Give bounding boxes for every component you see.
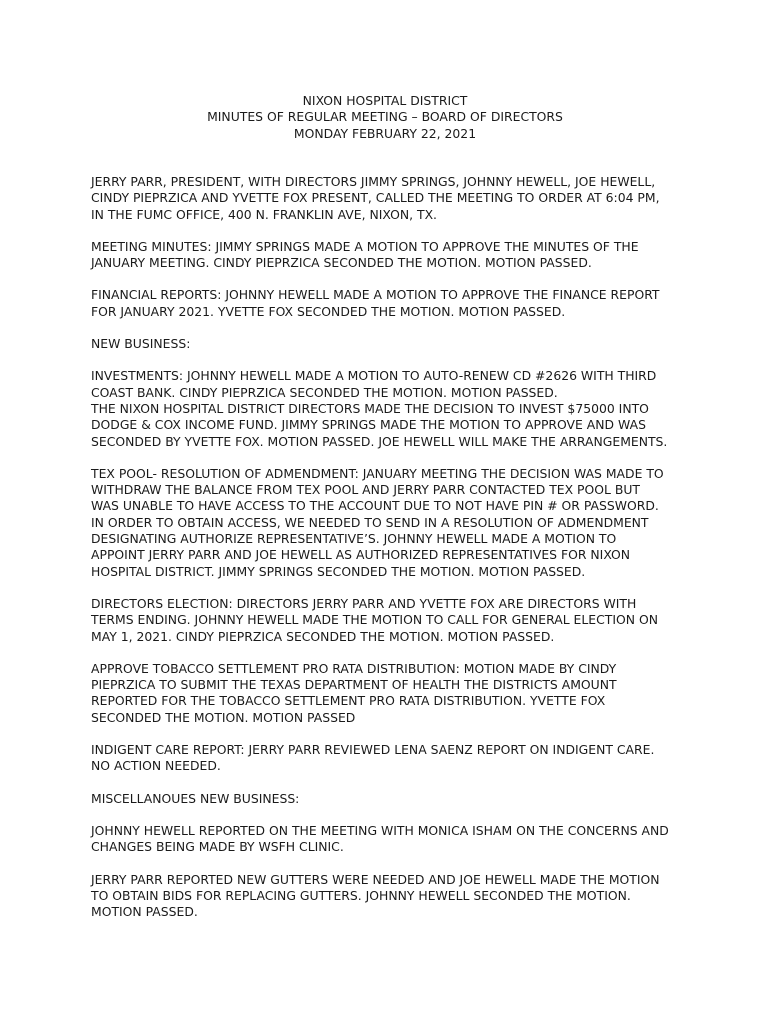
paragraph-line: MOTION PASSED.: [91, 904, 198, 920]
paragraph-line: APPOINT JERRY PARR AND JOE HEWELL AS AUTHORIZED REPRESENTATIVES FOR NIXON: [91, 547, 631, 563]
paragraph-line: INVESTMENTS: JOHNNY HEWELL MADE A MOTION TO AUTO-RENEW CD #2626 WITH THIRD: [91, 368, 657, 384]
paragraph-line: INDIGENT CARE REPORT: JERRY PARR REVIEWED LENA SAENZ REPORT ON INDIGENT CARE.: [91, 742, 655, 758]
document-title: MINUTES OF REGULAR MEETING – BOARD OF DIRECTORS: [207, 109, 563, 125]
paragraph-line: PIEPRZICA TO SUBMIT THE TEXAS DEPARTMENT OF HEALTH THE DISTRICTS AMOUNT: [91, 677, 617, 693]
minutes-paragraph: [91, 174, 691, 223]
minutes-paragraph: [91, 742, 691, 775]
paragraph-line: REPORTED FOR THE TOBACCO SETTLEMENT PRO RATA DISTRIBUTION. YVETTE FOX: [91, 693, 606, 709]
paragraph-line: CHANGES BEING MADE BY WSFH CLINIC.: [91, 839, 344, 855]
minutes-paragraph: [91, 239, 691, 272]
paragraph-line: TO OBTAIN BIDS FOR REPLACING GUTTERS. JOHNNY HEWELL SECONDED THE MOTION.: [91, 887, 631, 903]
minutes-paragraph: [91, 336, 691, 352]
paragraph-line: IN ORDER TO OBTAIN ACCESS, WE NEEDED TO SEND IN A RESOLUTION OF ADMENDMENT: [91, 514, 649, 530]
paragraph-line: JOHNNY HEWELL REPORTED ON THE MEETING WITH MONICA ISHAM ON THE CONCERNS AND: [91, 822, 669, 838]
paragraph-line: DESIGNATING AUTHORIZE REPRESENTATIVE’S. JOHNNY HEWELL MADE A MOTION TO: [91, 531, 617, 547]
paragraph-line: DODGE & COX INCOME FUND. JIMMY SPRINGS MADE THE MOTION TO APPROVE AND WAS: [91, 417, 646, 433]
paragraph-line: MEETING MINUTES: JIMMY SPRINGS MADE A MOTION TO APPROVE THE MINUTES OF THE: [91, 238, 639, 254]
paragraph-line: JERRY PARR, PRESIDENT, WITH DIRECTORS JIMMY SPRINGS, JOHNNY HEWELL, JOE HEWELL,: [91, 174, 656, 189]
paragraph-line: FOR JANUARY 2021. YVETTE FOX SECONDED THE MOTION. MOTION PASSED.: [91, 303, 566, 319]
paragraph-line: WAS UNABLE TO HAVE ACCESS TO THE ACCOUNT DUE TO NOT HAVE PIN # OR PASSWORD.: [91, 498, 659, 514]
minutes-paragraph: [91, 872, 691, 921]
minutes-paragraph: [91, 791, 691, 807]
paragraph-line: DIRECTORS ELECTION: DIRECTORS JERRY PARR AND YVETTE FOX ARE DIRECTORS WITH: [91, 595, 637, 611]
paragraph-line: SECONDED BY YVETTE FOX. MOTION PASSED. JOE HEWELL WILL MAKE THE ARRANGEMENTS.: [91, 433, 668, 449]
meeting-date: MONDAY FEBRUARY 22, 2021: [293, 125, 477, 141]
minutes-body: [91, 174, 691, 936]
minutes-paragraph: [91, 596, 691, 645]
minutes-paragraph: [91, 287, 691, 320]
paragraph-line: APPROVE TOBACCO SETTLEMENT PRO RATA DISTRIBUTION: MOTION MADE BY CINDY: [91, 660, 617, 676]
paragraph-line: COAST BANK. CINDY PIEPRZICA SECONDED THE MOTION. MOTION PASSED.: [91, 384, 558, 400]
paragraph-line: TERMS ENDING. JOHNNY HEWELL MADE THE MOTION TO CALL FOR GENERAL ELECTION ON: [91, 612, 658, 628]
paragraph-line: FINANCIAL REPORTS: JOHNNY HEWELL MADE A MOTION TO APPROVE THE FINANCE REPORT: [91, 287, 660, 303]
paragraph-line: IN THE FUMC OFFICE, 400 N. FRANKLIN AVE, NIXON, TX.: [91, 206, 437, 222]
organization-name: NIXON HOSPITAL DISTRICT: [302, 93, 468, 108]
paragraph-line: NO ACTION NEEDED.: [91, 758, 221, 774]
paragraph-line: WITHDRAW THE BALANCE FROM TEX POOL AND JERRY PARR CONTACTED TEX POOL BUT: [91, 482, 640, 498]
paragraph-line: CINDY PIEPRZICA AND YVETTE FOX PRESENT, CALLED THE MEETING TO ORDER AT 6:04 PM,: [91, 190, 660, 206]
paragraph-line: JERRY PARR REPORTED NEW GUTTERS WERE NEEDED AND JOE HEWELL MADE THE MOTION: [91, 871, 660, 887]
document-header: [0, 93, 770, 142]
paragraph-line: JANUARY MEETING. CINDY PIEPRZICA SECONDED THE MOTION. MOTION PASSED.: [91, 255, 592, 271]
paragraph-line: MAY 1, 2021. CINDY PIEPRZICA SECONDED THE MOTION. MOTION PASSED.: [91, 628, 555, 644]
paragraph-line: THE NIXON HOSPITAL DISTRICT DIRECTORS MADE THE DECISION TO INVEST $75000 INTO: [91, 400, 649, 416]
paragraph-line: MISCELLANOUES NEW BUSINESS:: [91, 790, 300, 806]
paragraph-line: TEX POOL- RESOLUTION OF ADMENDMENT: JANUARY MEETING THE DECISION WAS MADE TO: [91, 465, 664, 481]
paragraph-line: SECONDED THE MOTION. MOTION PASSED: [91, 709, 356, 725]
minutes-paragraph: [91, 661, 691, 726]
minutes-paragraph: [91, 466, 691, 580]
minutes-paragraph: [91, 368, 691, 449]
paragraph-line: HOSPITAL DISTRICT. JIMMY SPRINGS SECONDED THE MOTION. MOTION PASSED.: [91, 563, 586, 579]
minutes-paragraph: [91, 823, 691, 856]
paragraph-line: NEW BUSINESS:: [91, 336, 191, 352]
